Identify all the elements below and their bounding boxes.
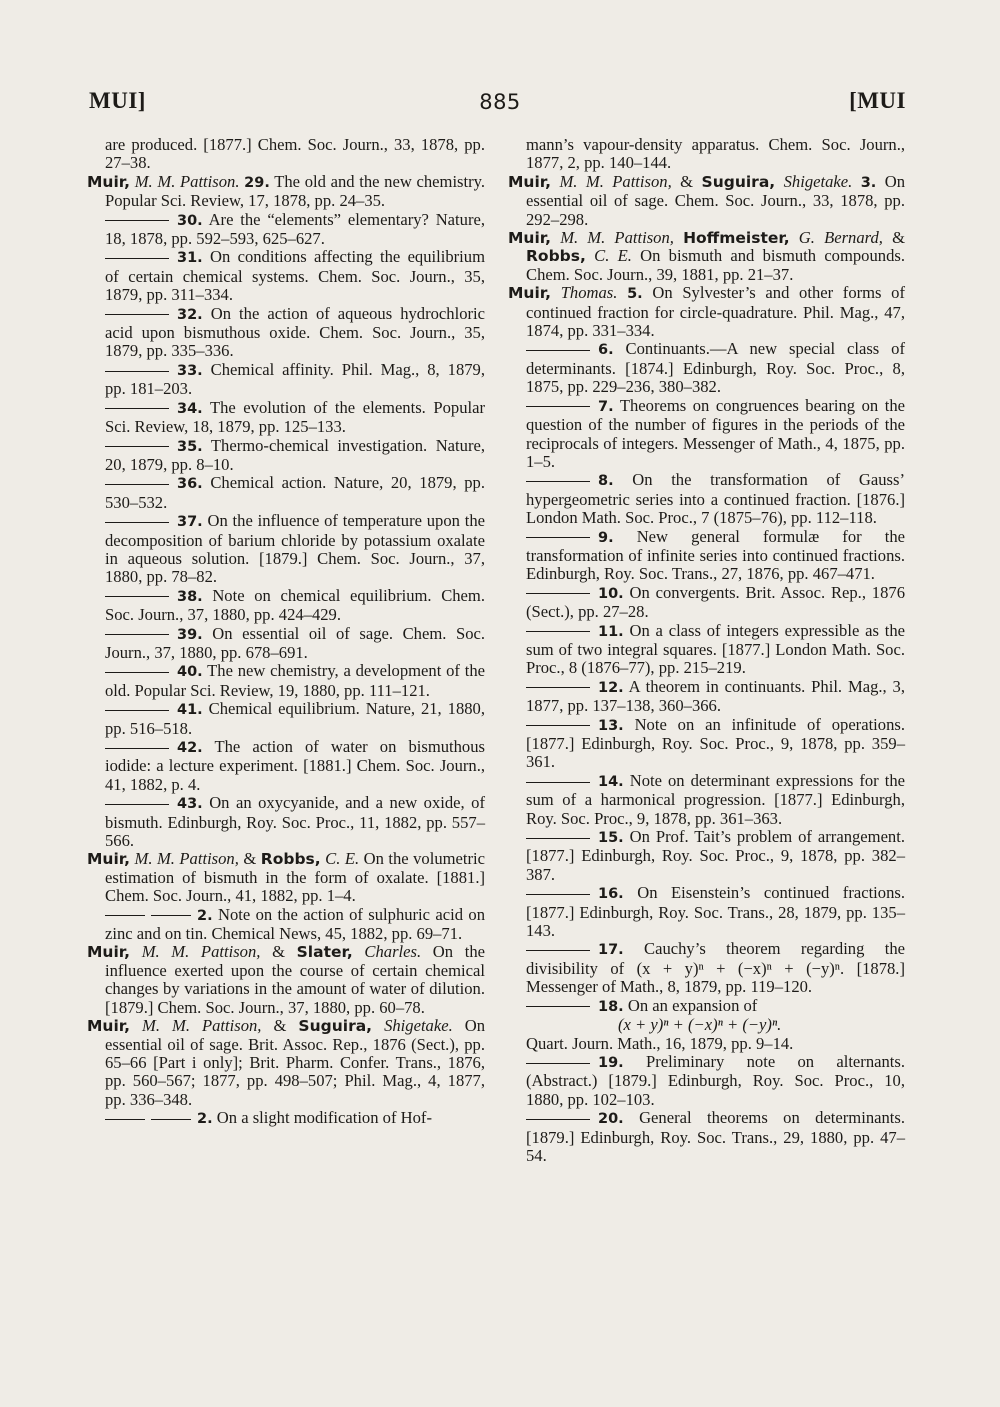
entry-text: Are the “elements” elementary? Nature, 18, 1878, pp. 592–593, 625–627. — [105, 209, 485, 249]
entry-text: Note on the action of sulphuric acid on zinc and on tin. Chemical News, 45, 1882, pp. 69–71. — [105, 904, 485, 944]
entry-number: 34. — [177, 400, 203, 417]
ditto-rule — [526, 350, 590, 351]
entry-number: 42. — [177, 740, 203, 756]
ditto-rule — [526, 782, 590, 783]
ditto-rule — [105, 522, 169, 523]
entry-number: 40. — [177, 664, 203, 681]
entry-text: On the influence of temperature upon the decomposition of barium chloride by potassium oxalate in aqueous solution. [1879.] Chem. Soc. Journ., 37, 1880, pp. 78–82. — [105, 511, 485, 587]
entry-text: On Eisenstein’s continued fractions. [1877.] Edinburgh, Roy. Soc. Trans., 28, 1879, pp. 135–143. — [526, 883, 905, 941]
entry-text: On an oxycyanide, and a new oxide, of bismuth. Edinburgh, Roy. Soc. Proc., 11, 1882, pp. 557–566. — [105, 793, 485, 851]
entry-text: On bismuth and bismuth compounds. Chem. Soc. Journ., 39, 1881, pp. 21–37. — [526, 246, 905, 284]
ditto-rule — [526, 593, 590, 594]
bibliography-entry — [508, 1016, 905, 1034]
bibliography-entry — [508, 1109, 905, 1165]
author-name: Muir, — [508, 172, 552, 191]
ditto-rule — [526, 1063, 590, 1064]
ampersand: & — [273, 1016, 287, 1036]
right-column — [508, 136, 905, 1165]
bibliography-entry — [87, 850, 485, 905]
page-number: 885 — [479, 90, 521, 114]
ditto-rule — [151, 1119, 191, 1120]
entry-number: 12. — [598, 679, 624, 696]
ampersand: & — [272, 942, 285, 962]
author-forenames: M. M. Pattison, — [559, 171, 672, 191]
bibliography-entry — [508, 997, 905, 1016]
bibliography-entry — [87, 794, 485, 850]
entry-text: Preliminary note on alternants. (Abstract.) [1879.] Edinburgh, Roy. Soc. Proc., 10, 1880, pp. 102–103. — [526, 1051, 905, 1109]
entry-text: The evolution of the elements. Popular Sci. Review, 18, 1879, pp. 125–133. — [105, 397, 485, 437]
entry-number: 41. — [177, 702, 203, 719]
entry-number: 10. — [598, 585, 624, 602]
entry-text: The action of water on bismuthous iodide: a lecture experiment. [1881.] Chem. Soc. Journ., 41, 1882, p. 4. — [105, 737, 485, 794]
entry-number: 16. — [598, 886, 624, 903]
entry-number: 3. — [860, 174, 877, 191]
bibliography-entry — [87, 587, 485, 625]
bibliography-entry — [87, 943, 485, 1017]
entry-number: 6. — [598, 342, 614, 359]
ditto-rule — [105, 446, 169, 447]
ditto-rule — [105, 1119, 145, 1120]
ditto-rule — [105, 672, 169, 673]
bibliography-entry — [508, 173, 905, 229]
bibliography-entry — [87, 474, 485, 512]
ditto-rule — [526, 894, 590, 895]
ditto-rule — [105, 220, 169, 221]
coauthor-forenames: C. E. — [325, 849, 360, 869]
coauthor-name: Robbs, — [526, 247, 586, 266]
ditto-rule — [105, 915, 145, 916]
entry-text: Quart. Journ. Math., 16, 1879, pp. 9–14. — [526, 1033, 794, 1053]
entry-text: Continuants.—A new special class of determinants. [1874.] Edinburgh, Roy. Soc. Proc., 8, 1875, pp. 229–236, 380–382. — [526, 339, 905, 397]
entry-number: 2. — [197, 907, 213, 924]
entry-text: General theorems on determinants. [1879.] Edinburgh, Roy. Soc. Trans., 29, 1880, pp. 47–54. — [526, 1108, 906, 1165]
author-forenames: M. M. Pattison, — [560, 228, 674, 248]
bibliography-entry — [508, 772, 905, 828]
ditto-rule — [105, 748, 169, 749]
entry-text: On Sylvester’s and other forms of continued fraction for circle-quadrature. Phil. Mag., 47, 1874, pp. 331–334. — [526, 283, 905, 341]
bibliography-entry — [508, 284, 905, 340]
bibliography-entry — [87, 625, 485, 663]
entry-number: 43. — [177, 796, 203, 813]
coauthor-name: Slater, — [296, 943, 353, 962]
coauthor-name: Suguira, — [701, 172, 776, 191]
bibliography-entry — [508, 622, 905, 678]
coauthor-forenames: C. E. — [594, 246, 632, 266]
entry-number: 18. — [598, 998, 624, 1015]
bibliography-entry — [87, 906, 485, 944]
ditto-rule — [526, 1006, 590, 1007]
entry-number: 7. — [598, 398, 614, 415]
ditto-rule — [105, 484, 169, 485]
author-forenames: M. M. Pattison, — [134, 849, 239, 869]
entry-number: 15. — [598, 830, 624, 847]
bibliography-entry — [508, 828, 905, 884]
entry-text: are produced. [1877.] Chem. Soc. Journ., 33, 1878, pp. 27–38. — [105, 135, 485, 173]
bibliography-entry — [87, 700, 485, 738]
entry-number: 37. — [177, 514, 203, 531]
bibliography-entry — [87, 1109, 485, 1128]
entry-text: The new chemistry, a development of the old. Popular Sci. Review, 19, 1880, pp. 111–121. — [105, 661, 485, 700]
bibliography-entry — [87, 399, 485, 437]
ditto-rule — [526, 406, 590, 407]
entry-text: On the action of aqueous hydrochloric acid upon bismuthous oxide. Chem. Soc. Journ., 35, 1879, pp. 335–336. — [105, 303, 485, 361]
entry-number: 2. — [197, 1111, 213, 1128]
entry-text: Note on chemical equilibrium. Chem. Soc. Journ., 37, 1880, pp. 424–429. — [105, 585, 485, 625]
entry-text: Theorems on congruences bearing on the question of the number of figures in the periods of the reciprocals of integers. Messenger of Math., 4, 1875, pp. 1–5. — [526, 395, 905, 471]
entry-text: Chemical equilibrium. Nature, 21, 1880, pp. 516–518. — [105, 699, 485, 738]
ampersand: & — [680, 171, 694, 191]
entry-text: On essential oil of sage. Brit. Assoc. Rep., 1876 (Sect.), pp. 65–66 [Part i only]; Brit. Pharm. Confer. Trans., 1876, pp. 560–567; 1877, pp. 498–507; Phil. Mag., 4, 1877, pp. 336–348. — [105, 1016, 486, 1109]
entry-text: On the volumetric estimation of bismuth in the form of oxalate. [1881.] Chem. Soc. Journ., 41, 1882, pp. 1–4. — [105, 849, 485, 906]
entry-text: Chemical action. Nature, 20, 1879, pp. 530–532. — [105, 473, 485, 512]
coauthor-forenames: Shigetake. — [384, 1016, 453, 1036]
left-column — [87, 136, 485, 1129]
entry-number: 35. — [177, 438, 203, 455]
bibliography-entry — [508, 136, 905, 173]
ditto-rule — [105, 804, 169, 805]
bibliography-entry — [87, 738, 485, 794]
entry-number: 38. — [177, 588, 203, 605]
bibliography-entry — [508, 678, 905, 716]
entry-text: On convergents. Brit. Assoc. Rep., 1876 (Sect.), pp. 27–28. — [526, 582, 905, 622]
bibliography-entry — [508, 584, 905, 622]
ditto-rule — [526, 481, 590, 482]
entry-number: 13. — [598, 717, 624, 734]
ditto-rule — [151, 915, 191, 916]
ampersand: & — [892, 228, 905, 248]
bibliography-entry — [87, 136, 485, 173]
bibliography-entry — [87, 437, 485, 475]
coauthor-name: Robbs, — [260, 850, 321, 869]
coauthor-name: Hoffmeister, — [683, 229, 790, 248]
ditto-rule — [105, 258, 169, 259]
ditto-rule — [526, 950, 590, 951]
bibliography-entry — [508, 1053, 905, 1109]
ditto-rule — [105, 314, 169, 315]
author-name: Muir, — [87, 1017, 131, 1036]
bibliography-entry — [508, 397, 905, 472]
entry-number: 11. — [598, 623, 624, 640]
entry-text: Cauchy’s theorem regarding the divisibility of (x + y)ⁿ + (−x)ⁿ + (−y)ⁿ. [1878.] Messenger of Math., 8, 1879, pp. 119–120. — [526, 939, 906, 997]
author-forenames: M. M. Pattison, — [141, 942, 261, 962]
author-name: Muir, — [87, 943, 131, 962]
entry-number: 31. — [177, 250, 203, 267]
entry-text: The old and the new chemistry. Popular Sci. Review, 17, 1878, pp. 24–35. — [105, 171, 486, 211]
entry-text: Note on an infinitude of operations. [1877.] Edinburgh, Roy. Soc. Proc., 9, 1878, pp. 359–361. — [526, 714, 905, 772]
author-name: Muir, — [508, 284, 552, 303]
ditto-rule — [526, 687, 590, 688]
bibliography-entry — [508, 716, 905, 772]
bibliography-entry — [508, 340, 905, 396]
ditto-rule — [526, 537, 590, 538]
author-name: Muir, — [87, 172, 131, 191]
entry-number: 36. — [177, 476, 203, 493]
author-name: Muir, — [508, 229, 552, 248]
bibliography-entry — [87, 662, 485, 700]
bibliography-entry — [508, 884, 905, 940]
ditto-rule — [105, 408, 169, 409]
entry-text: Thermo-chemical investigation. Nature, 20, 1879, pp. 8–10. — [105, 435, 485, 474]
entry-number: 20. — [598, 1111, 624, 1128]
entry-text: On the transformation of Gauss’ hypergeometric series into a continued fraction. [1876.] London Math. Soc. Proc., 7 (1875–76), pp. 112–118. — [526, 470, 905, 528]
coauthor-forenames: G. Bernard, — [798, 228, 883, 248]
ditto-rule — [105, 710, 169, 711]
entry-number: 39. — [177, 626, 203, 643]
entry-text: On an expansion of — [627, 995, 758, 1015]
entry-text: On a class of integers expressible as the sum of two integral squares. [1877.] London Math. Soc. Proc., 8 (1876–77), pp. 215–219. — [526, 620, 905, 678]
entry-number: 29. — [244, 174, 270, 191]
entry-text: mann’s vapour-density apparatus. Chem. Soc. Journ., 1877, 2, pp. 140–144. — [526, 135, 905, 173]
entry-text: On essential oil of sage. Chem. Soc. Journ., 33, 1878, pp. 292–298. — [526, 171, 906, 229]
entry-text: On the influence exerted upon the course of certain chemical changes by variations in the amount of water of dilution. [1879.] Chem. Soc. Journ., 37, 1880, pp. 60–78. — [105, 942, 485, 1017]
bibliography-entry — [508, 528, 905, 584]
bibliography-entry — [508, 1035, 905, 1053]
bibliography-entry — [87, 248, 485, 304]
entry-text: A theorem in continuants. Phil. Mag., 3, 1877, pp. 137–138, 360–366. — [526, 676, 905, 716]
bibliography-entry — [508, 940, 905, 996]
entry-number: 9. — [598, 529, 614, 546]
bibliography-entry — [87, 305, 485, 361]
entry-text: Chemical affinity. Phil. Mag., 8, 1879, pp. 181–203. — [105, 359, 485, 399]
ditto-rule — [526, 631, 590, 632]
entry-text: On essential oil of sage. Chem. Soc. Journ., 37, 1880, pp. 678–691. — [105, 623, 485, 662]
formula-text: (x + y)ⁿ + (−x)ⁿ + (−y)ⁿ. — [618, 1015, 782, 1035]
author-name: Muir, — [87, 850, 131, 869]
entry-number: 14. — [598, 773, 624, 790]
ditto-rule — [526, 1119, 590, 1120]
ampersand: & — [243, 849, 257, 869]
entry-text: On a slight modification of Hof- — [216, 1108, 432, 1128]
bibliography-entry — [87, 211, 485, 249]
entry-number: 17. — [598, 942, 624, 959]
author-forenames: M. M. Pattison, — [142, 1016, 262, 1036]
coauthor-forenames: Charles. — [364, 942, 422, 962]
entry-text: On Prof. Tait’s problem of arrangement. [1877.] Edinburgh, Roy. Soc. Proc., 9, 1878, pp. 382–387. — [526, 827, 905, 884]
entry-number: 32. — [177, 306, 203, 323]
ditto-rule — [105, 371, 169, 372]
running-head-right: [MUI — [849, 88, 906, 113]
bibliography-entry — [87, 173, 485, 211]
entry-number: 8. — [598, 473, 614, 490]
bibliography-entry — [508, 229, 905, 284]
entry-number: 30. — [177, 212, 203, 229]
entry-text: New general formulæ for the transformation of infinite series into continued fractions. Edinburgh, Roy. Soc. Trans., 27, 1876, pp. 467–471. — [526, 526, 905, 584]
coauthor-forenames: Shigetake. — [783, 171, 853, 191]
coauthor-name: Suguira, — [298, 1017, 373, 1036]
ditto-rule — [105, 634, 169, 635]
author-forenames: Thomas. — [560, 283, 618, 303]
ditto-rule — [526, 838, 590, 839]
entry-number: 5. — [627, 286, 643, 303]
bibliography-entry — [87, 1017, 485, 1109]
entry-number: 19. — [598, 1054, 624, 1071]
entry-number: 33. — [177, 362, 203, 379]
bibliography-entry — [87, 512, 485, 587]
ditto-rule — [105, 596, 169, 597]
entry-text: On conditions affecting the equilibrium of certain chemical systems. Chem. Soc. Journ., 35, 1879, pp. 311–334. — [105, 247, 485, 305]
bibliography-entry — [508, 471, 905, 527]
ditto-rule — [526, 725, 590, 726]
running-head-left: MUI] — [89, 88, 146, 113]
bibliography-entry — [87, 361, 485, 399]
author-forenames: M. M. Pattison. — [134, 171, 240, 191]
entry-text: Note on determinant expressions for the sum of a harmonical progression. [1877.] Edinburgh, Roy. Soc. Proc., 9, 1878, pp. 361–363. — [526, 770, 905, 828]
